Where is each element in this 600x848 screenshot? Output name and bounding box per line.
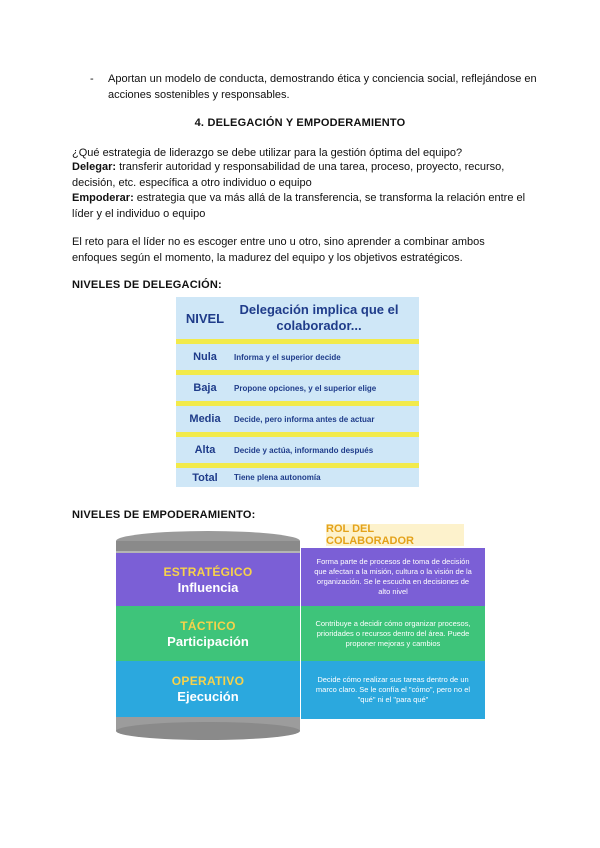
tactical-name: Participación bbox=[167, 633, 249, 649]
level-label: Media bbox=[189, 413, 221, 425]
table-row bbox=[176, 375, 419, 401]
strategic-category: ESTRATÉGICO bbox=[163, 564, 253, 579]
strategic-band bbox=[116, 553, 300, 606]
tactical-role: Contribuye a decidir cómo organizar procesos, prioridades o recursos dentro del área. Puede proponer mejoras y cambios bbox=[301, 606, 485, 661]
cylinder-top-rim bbox=[116, 541, 300, 551]
empoderar-text: estrategia que va más allá de la transferencia, se transforma la relación entre el líder y el individuo o equipo bbox=[72, 192, 526, 220]
delegation-table bbox=[176, 297, 419, 487]
empowerment-heading: NIVELES DE EMPODERAMIENTO: bbox=[72, 509, 256, 521]
bullet-dash: - bbox=[90, 73, 94, 85]
delegar-term: Delegar: bbox=[72, 161, 117, 173]
header-description: Delegación implica que el colaborador... bbox=[239, 302, 399, 333]
tactical-category: TÁCTICO bbox=[180, 618, 236, 633]
strategy-question: ¿Qué estrategia de liderazgo se debe utilizar para la gestión óptima del equipo? bbox=[72, 147, 463, 159]
level-description: Propone opciones, y el superior elige bbox=[234, 383, 377, 393]
leader-challenge: El reto para el líder no es escoger entre uno u otro, sino aprender a combinar ambos enfoques según el momento, la madurez del equipo y los objetivos estratégicos. bbox=[72, 236, 485, 264]
empoderar-term: Empoderar: bbox=[72, 192, 134, 204]
level-label: Alta bbox=[194, 444, 216, 456]
tactical-band bbox=[116, 606, 300, 661]
operative-category: OPERATIVO bbox=[171, 674, 245, 688]
table-row bbox=[176, 344, 419, 370]
operative-name: Ejecución bbox=[177, 689, 239, 704]
header-level: NIVEL bbox=[185, 310, 225, 326]
level-label: Baja bbox=[193, 382, 217, 394]
intro-bullet-text: Aportan un modelo de conducta, demostrando ética y conciencia social, reflejándose en acciones sostenibles y responsables. bbox=[108, 73, 537, 101]
level-description: Decide, pero informa antes de actuar bbox=[234, 414, 375, 424]
delegar-text: transferir autoridad y responsabilidad de una tarea, proceso, proyecto, recurso, decisión, etc. específica a otro individuo o equipo bbox=[72, 161, 505, 189]
strategic-name: Influencia bbox=[177, 579, 239, 595]
level-description: Decide y actúa, informando después bbox=[234, 445, 374, 455]
delegation-heading: NIVELES DE DELEGACIÓN: bbox=[72, 279, 222, 291]
cylinder-bottom bbox=[116, 722, 300, 740]
level-description: Informa y el superior decide bbox=[234, 352, 341, 362]
table-row bbox=[176, 468, 419, 487]
operative-role: Decide cómo realizar sus tareas dentro de un marco claro. Se le confía el "cómo", pero no el "qué" ni el "para qué" bbox=[301, 661, 485, 719]
delegation-table-header bbox=[176, 297, 419, 339]
table-row bbox=[176, 437, 419, 463]
delegar-definition bbox=[72, 160, 532, 191]
section-heading: 4. DELEGACIÓN Y EMPODERAMIENTO bbox=[194, 117, 406, 129]
level-label: Total bbox=[192, 471, 218, 484]
operative-band bbox=[116, 661, 300, 717]
empoderar-definition bbox=[72, 191, 532, 222]
role-header: ROL DEL COLABORADOR bbox=[326, 524, 464, 546]
level-description: Tiene plena autonomía bbox=[234, 473, 321, 482]
table-row bbox=[176, 406, 419, 432]
strategic-role: Forma parte de procesos de toma de decisión que afectan a la misión, cultura o la visión de la organización. Se le escucha en decisiones de alto nivel bbox=[301, 548, 485, 606]
level-label: Nula bbox=[193, 351, 217, 363]
